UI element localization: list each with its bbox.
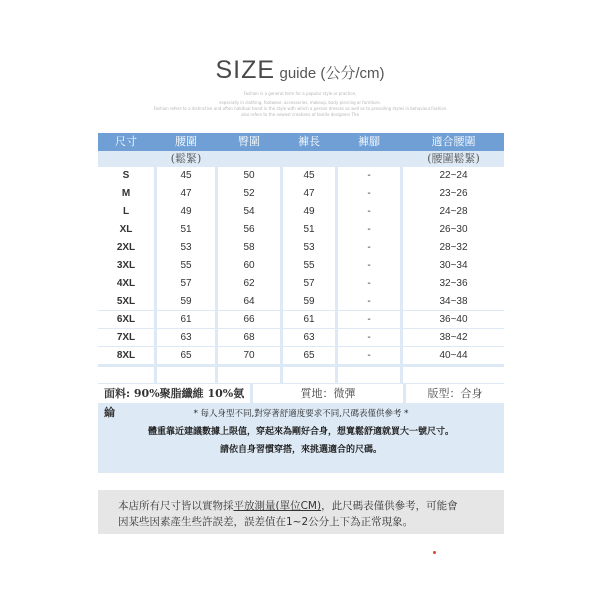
cell-fit-waist: 23~26 — [403, 185, 504, 203]
cell-size: 2XL — [98, 239, 154, 257]
blurb-line: Fashion refers to a distinctive and often habitual trend in the style with which a person dresses as well as to prevailing styles in behaviour.Fashion — [153, 106, 447, 111]
cell-size: XL — [98, 221, 154, 239]
cell-hip: 60 — [218, 257, 280, 275]
disclaimer-text: 本店所有尺寸皆以實物採 — [118, 500, 234, 512]
cell-fit-waist: 26~30 — [403, 221, 504, 239]
cell-hem: - — [338, 185, 400, 203]
title-guide: guide (公分/cm) — [279, 65, 385, 82]
cell-waist: 47 — [157, 185, 215, 203]
cell-hip: 56 — [218, 221, 280, 239]
cell-waist: 59 — [157, 293, 215, 311]
measurement-disclaimer — [98, 490, 504, 534]
cell-size: 8XL — [98, 347, 154, 365]
cell-waist: 53 — [157, 239, 215, 257]
red-dot-mark — [433, 551, 436, 554]
table-subheader — [98, 151, 504, 167]
blurb-line: also refers to the newest creations of textile designers The — [241, 112, 359, 117]
header-hem: 褲腳 — [358, 135, 380, 148]
table-row — [98, 347, 504, 365]
cell-hip: 64 — [218, 293, 280, 311]
table-row — [98, 329, 504, 347]
table-body — [98, 167, 504, 365]
header-hip: 臀圍 — [238, 135, 260, 148]
subheader-fit-waist: (腰圍鬆緊) — [427, 152, 480, 165]
cell-hem: - — [338, 293, 400, 311]
table-row — [98, 311, 504, 329]
cell-waist: 61 — [157, 311, 215, 329]
cell-length: 57 — [283, 275, 335, 293]
header-fit-waist: 適合腰圍 — [431, 135, 476, 148]
cell-size: M — [98, 185, 154, 203]
fit-info: 版型：合身 — [406, 384, 504, 403]
cell-length: 55 — [283, 257, 335, 275]
cell-waist: 49 — [157, 203, 215, 221]
cell-hip: 50 — [218, 167, 280, 185]
cell-size: S — [98, 167, 154, 185]
cell-length: 45 — [283, 167, 335, 185]
table-row — [98, 167, 504, 185]
fabric-info: 面料: 90%聚脂纖維 10%氨綸 — [98, 384, 250, 403]
cell-hip: 62 — [218, 275, 280, 293]
cell-hem: - — [338, 167, 400, 185]
cell-size: 5XL — [98, 293, 154, 311]
blurb-line: Fashion is a general term for a popular style or practice, — [243, 91, 357, 96]
cell-fit-waist: 36~40 — [403, 311, 504, 329]
cell-size: 6XL — [98, 311, 154, 329]
cell-length: 47 — [283, 185, 335, 203]
disclaimer-line-2: 因某些因素產生些許誤差，誤差值在1~2公分上下為正常現象。 — [118, 516, 414, 528]
disclaimer-underlined: 平放測量(單位CM) — [233, 500, 322, 512]
disclaimer-text: ，此尺碼表僅供參考，可能會 — [321, 500, 458, 512]
cell-length: 49 — [283, 203, 335, 221]
header-waist: 腰圍 — [175, 135, 197, 148]
cell-length: 61 — [283, 311, 335, 329]
cell-size: L — [98, 203, 154, 221]
cell-fit-waist: 24~28 — [403, 203, 504, 221]
cell-fit-waist: 40~44 — [403, 347, 504, 365]
note-reference: * 每人身型不同,對穿著舒適度要求不同,尺碼表僅供參考 * — [193, 409, 409, 419]
cell-hip: 68 — [218, 329, 280, 347]
cell-fit-waist: 32~36 — [403, 275, 504, 293]
page-title — [0, 56, 600, 85]
cell-waist: 45 — [157, 167, 215, 185]
table-row — [98, 257, 504, 275]
table-row — [98, 275, 504, 293]
table-row — [98, 221, 504, 239]
cell-size: 4XL — [98, 275, 154, 293]
cell-fit-waist: 28~32 — [403, 239, 504, 257]
title-size: SIZE — [215, 56, 276, 84]
cell-fit-waist: 38~42 — [403, 329, 504, 347]
cell-hem: - — [338, 203, 400, 221]
cell-hem: - — [338, 329, 400, 347]
table-row — [98, 293, 504, 311]
cell-fit-waist: 30~34 — [403, 257, 504, 275]
header-length: 褲長 — [298, 135, 320, 148]
cell-fit-waist: 22~24 — [403, 167, 504, 185]
cell-waist: 63 — [157, 329, 215, 347]
cell-hip: 58 — [218, 239, 280, 257]
table-row — [98, 185, 504, 203]
table-spacer-row — [98, 367, 504, 383]
cell-waist: 55 — [157, 257, 215, 275]
cell-hip: 66 — [218, 311, 280, 329]
cell-hip: 52 — [218, 185, 280, 203]
cell-hem: - — [338, 275, 400, 293]
cell-hip: 70 — [218, 347, 280, 365]
note-weight: 體重靠近建議數據上限值，穿起來為剛好合身，想寬鬆舒適就買大一號尺寸。 — [147, 427, 454, 437]
cell-length: 53 — [283, 239, 335, 257]
cell-waist: 65 — [157, 347, 215, 365]
cell-size: 7XL — [98, 329, 154, 347]
cell-waist: 51 — [157, 221, 215, 239]
cell-waist: 57 — [157, 275, 215, 293]
table-row — [98, 239, 504, 257]
cell-hip: 54 — [218, 203, 280, 221]
cell-length: 59 — [283, 293, 335, 311]
texture-info: 質地：微彈 — [253, 384, 403, 403]
cell-length: 65 — [283, 347, 335, 365]
disclaimer-line-1 — [118, 498, 498, 513]
blurb-line: especially in clothing, footwear, accessories, makeup, body piercing or furniture. — [219, 100, 381, 105]
cell-size: 3XL — [98, 257, 154, 275]
note-choose: 請依自身習慣穿搭，來挑選適合的尺碼。 — [219, 445, 382, 455]
table-header — [98, 133, 504, 151]
cell-fit-waist: 34~38 — [403, 293, 504, 311]
cell-hem: - — [338, 257, 400, 275]
header-size: 尺寸 — [115, 135, 137, 148]
cell-hem: - — [338, 221, 400, 239]
table-row — [98, 203, 504, 221]
cell-hem: - — [338, 239, 400, 257]
cell-length: 51 — [283, 221, 335, 239]
subheader-waist: (鬆緊) — [170, 152, 202, 165]
cell-hem: - — [338, 347, 400, 365]
cell-hem: - — [338, 311, 400, 329]
cell-length: 63 — [283, 329, 335, 347]
